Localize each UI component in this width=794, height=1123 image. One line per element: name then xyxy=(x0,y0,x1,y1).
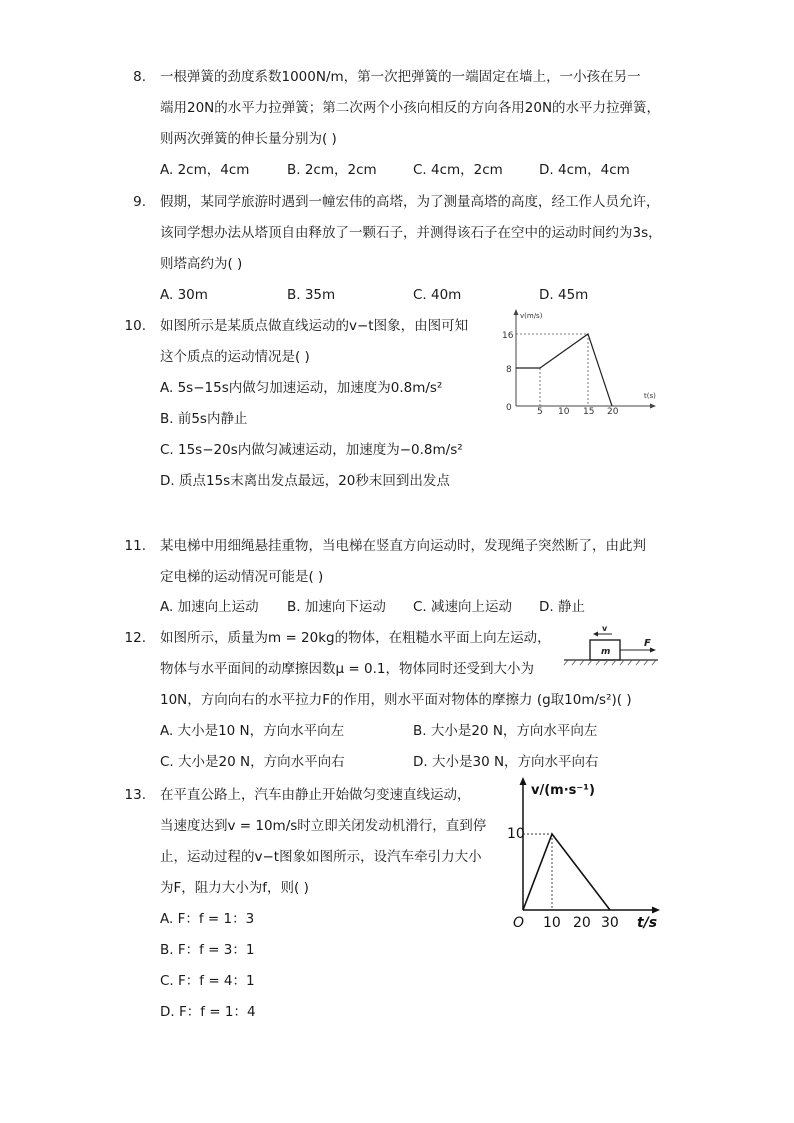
question-11-option-c: C. 减速向上运动 xyxy=(413,599,513,615)
question-10-option-c: C. 15s−20s内做匀减速运动，加速度为−0.8m/s² xyxy=(160,442,463,458)
question-13-line-1: 在平直公路上，汽车由静止开始做匀变速直线运动， xyxy=(160,787,471,803)
question-9-option-d: D. 45m xyxy=(539,287,589,303)
q10-vt-line xyxy=(516,334,612,406)
question-8-line-2: 端用20N的水平力拉弹簧；第二次两个小孩向相反的方向各用20N的水平力拉弹簧， xyxy=(160,100,661,116)
q13-xtick-20: 20 xyxy=(573,915,591,931)
question-10-line-1: 如图所示是某质点做直线运动的v−t图象，由图可知 xyxy=(160,318,469,334)
q13-origin: O xyxy=(513,915,525,931)
q12-force-label: F xyxy=(644,638,651,649)
question-13-number: 13. xyxy=(124,787,146,803)
question-11-option-a: A. 加速向上运动 xyxy=(160,599,259,615)
question-9-line-2: 该同学想办法从塔顶自由释放了一颗石子，并测得该石子在空中的运动时间约为3s， xyxy=(160,225,662,241)
question-10-option-d: D. 质点15s末离出发点最远，20秒末回到出发点 xyxy=(160,473,450,489)
question-11-line-2: 定电梯的运动情况可能是( ) xyxy=(160,569,324,585)
q13-ytick-10: 10 xyxy=(507,826,525,842)
question-11-number: 11. xyxy=(124,538,146,554)
q10-ytick-16: 16 xyxy=(502,331,514,341)
question-12-line-3: 10N，方向向右的水平拉力F的作用，则水平面对物体的摩擦力 (g取10m/s²)( ) xyxy=(160,692,632,708)
question-13-option-d: D. F：f = 1：4 xyxy=(160,1004,256,1020)
question-9-line-3: 则塔高约为( ) xyxy=(160,256,243,272)
question-8-option-c: C. 4cm，2cm xyxy=(413,162,503,178)
question-12-option-b: B. 大小是20 N，方向水平向左 xyxy=(413,723,598,739)
question-13-line-4: 为F，阻力大小为f，则( ) xyxy=(160,880,309,896)
q10-origin: 0 xyxy=(506,403,512,413)
q12-block-label: m xyxy=(601,647,611,657)
q10-xtick-5: 5 xyxy=(537,407,543,417)
question-13-option-c: C. F：f = 4：1 xyxy=(160,973,255,989)
q10-x-arrow xyxy=(650,404,656,409)
q13-x-label: t/s xyxy=(637,915,658,931)
q10-x-label: t(s) xyxy=(644,392,656,400)
question-13-option-b: B. F：f = 3：1 xyxy=(160,942,255,958)
question-10-number: 10. xyxy=(124,318,146,334)
q12-velocity-arrowhead xyxy=(593,632,598,637)
q13-vt-line xyxy=(523,834,610,910)
q13-y-label: v/(m·s⁻¹) xyxy=(531,783,595,798)
q10-xtick-10: 10 xyxy=(558,407,570,417)
question-12-line-2: 物体与水平面间的动摩擦因数μ = 0.1，物体同时还受到大小为 xyxy=(160,661,534,677)
question-8-option-a: A. 2cm，4cm xyxy=(160,162,250,178)
q13-y-arrow xyxy=(520,777,527,785)
q10-xtick-15: 15 xyxy=(583,407,595,417)
question-10-option-a: A. 5s−15s内做匀加速运动，加速度为0.8m/s² xyxy=(160,380,443,396)
question-9-line-1: 假期，某同学旅游时遇到一幢宏伟的高塔，为了测量高塔的高度，经工作人员允许， xyxy=(160,194,660,210)
question-9-number: 9. xyxy=(133,194,146,210)
question-11-option-b: B. 加速向下运动 xyxy=(287,599,386,615)
question-8-number: 8. xyxy=(133,69,146,85)
question-10-line-2: 这个质点的运动情况是( ) xyxy=(160,349,310,365)
question-13-line-3: 止，运动过程的v−t图象如图所示，设汽车牵引力大小 xyxy=(160,849,482,865)
question-9-option-c: C. 40m xyxy=(413,287,462,303)
question-12-block-figure xyxy=(562,622,662,672)
q13-x-arrow xyxy=(652,907,660,914)
question-13-line-2: 当速度达到v = 10m/s时立即关闭发动机滑行，直到停 xyxy=(160,818,487,834)
question-9-option-b: B. 35m xyxy=(287,287,336,303)
question-8-line-3: 则两次弹簧的伸长量分别为( ) xyxy=(160,131,337,147)
question-12-option-c: C. 大小是20 N，方向水平向右 xyxy=(160,754,345,770)
question-10-option-b: B. 前5s内静止 xyxy=(160,411,248,427)
question-8-option-d: D. 4cm，4cm xyxy=(539,162,630,178)
question-12-option-a: A. 大小是10 N，方向水平向左 xyxy=(160,723,345,739)
q13-xtick-30: 30 xyxy=(601,915,619,931)
question-11-line-1: 某电梯中用细绳悬挂重物，当电梯在竖直方向运动时，发现绳子突然断了，由此判 xyxy=(160,538,646,554)
question-12-number: 12. xyxy=(124,630,146,646)
q10-ytick-8: 8 xyxy=(506,365,512,375)
q12-velocity-label: v xyxy=(602,624,608,633)
question-8-line-1: 一根弹簧的劲度系数1000N/m，第一次把弹簧的一端固定在墙上，一小孩在另一 xyxy=(160,69,641,85)
q12-force-arrowhead xyxy=(650,648,656,653)
question-13-option-a: A. F：f = 1：3 xyxy=(160,911,255,927)
question-13-vt-graph xyxy=(505,772,665,932)
question-8-option-b: B. 2cm，2cm xyxy=(287,162,377,178)
question-11-option-d: D. 静止 xyxy=(539,599,585,615)
q10-xtick-20: 20 xyxy=(607,407,619,417)
q13-xtick-10: 10 xyxy=(543,915,561,931)
q10-y-label: v(m/s) xyxy=(520,312,543,320)
q10-y-arrow xyxy=(514,309,519,315)
question-10-vt-graph xyxy=(498,306,668,418)
question-9-option-a: A. 30m xyxy=(160,287,208,303)
question-12-option-d: D. 大小是30 N，方向水平向右 xyxy=(413,754,599,770)
question-12-line-1: 如图所示，质量为m = 20kg的物体，在粗糙水平面上向左运动， xyxy=(160,630,551,646)
